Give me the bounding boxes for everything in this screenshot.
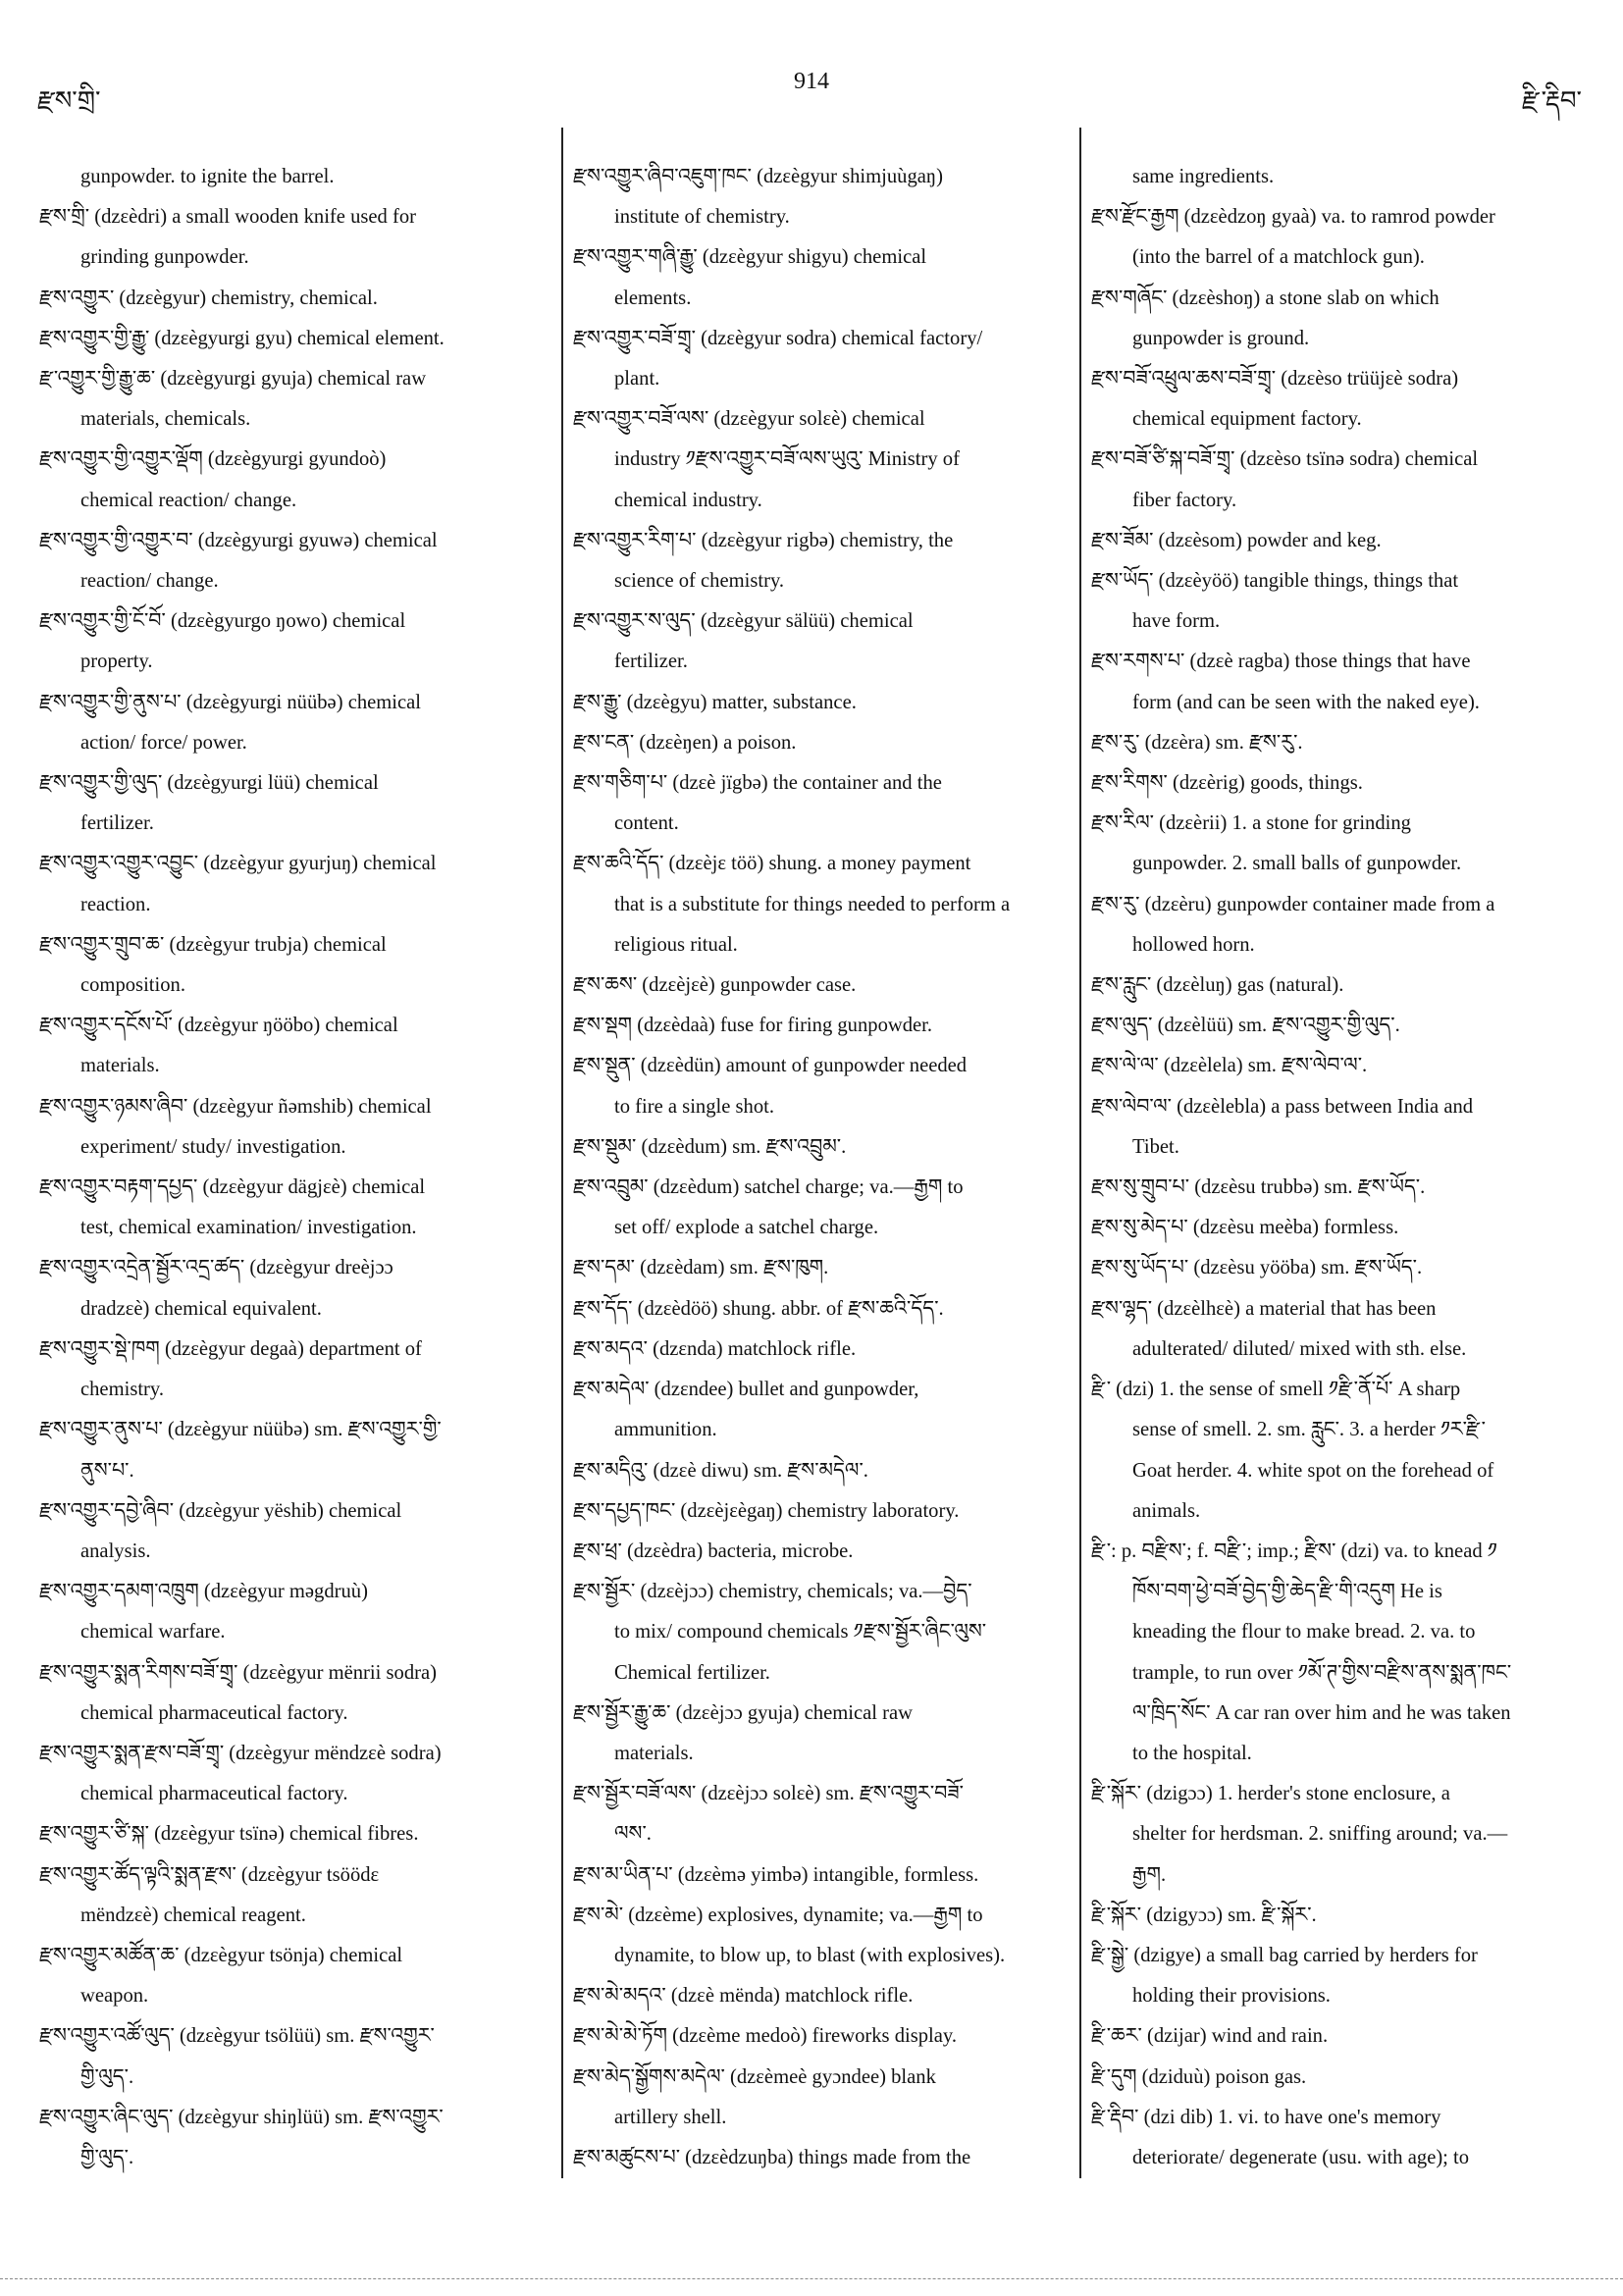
entry-headword-line: རྫས་འགྱུར་བརྟག་དཔྱད་ (dzεègyur dägjεè) chemical <box>39 1176 426 1199</box>
entry-headword-line: རྫས་འགྱུར་གྲུབ་ཆ་ (dzεègyur trubja) chemical <box>39 933 387 956</box>
entry-headword-line: རྫས་མ་ཡིན་པ་ (dzεèmə yimbə) intangible, formless. <box>573 1863 979 1886</box>
entry-continuation-line: elements. <box>614 287 692 309</box>
entry-continuation-line: content. <box>614 812 679 835</box>
entry-headword-line: རྫས་རིལ་ (dzεèrii) 1. a stone for grinding <box>1091 812 1411 835</box>
entry-headword-line: རྫས་ཆའི་དོད་ (dzεèjε töö) shung. a money payment <box>573 853 971 875</box>
entry-continuation-line: deteriorate/ degenerate (usu. with age); to <box>1132 2146 1470 2168</box>
column-right <box>1091 157 1592 2178</box>
entry-headword-line: རྫས་རུ་ (dzεèru) gunpowder container made from a <box>1091 893 1495 915</box>
entry-headword-line: རྫས་ལྷད་ (dzεèlhεè) a material that has been <box>1091 1297 1437 1320</box>
entry-headword-line: རྫས་མཚུངས་པ་ (dzεèdzuŋba) things made from the <box>573 2146 971 2168</box>
page-number: 914 <box>794 69 829 94</box>
entry-continuation-line: dradzεè) chemical equivalent. <box>80 1297 322 1320</box>
entry-continuation-line: test, chemical examination/ investigation. <box>80 1217 417 1239</box>
entry-continuation-line: གྱི་ལུད་. <box>80 2146 134 2168</box>
entry-continuation-line: dynamite, to blow up, to blast (with explosives). <box>614 1944 1006 1966</box>
entry-continuation-line: reaction. <box>80 893 151 915</box>
entry-headword-line: རྫ་འགྱུར་གྱི་རྒྱུ་ཆ་ (dzεègyurgi gyuja) chemical raw <box>39 368 427 391</box>
entry-headword-line: རྫས་འགྱུར་གྱི་ལུད་ (dzεègyurgi lüü) chemical <box>39 772 379 795</box>
entry-headword-line: རྫས་ཟོམ་ (dzεèsom) powder and keg. <box>1091 529 1382 551</box>
entry-headword-line: རྫས་འགྱུར་གྱི་འགྱུར་ལྡོག (dzεègyurgi gyundoò) <box>39 448 387 471</box>
entry-continuation-line: ནུས་པ་. <box>80 1459 134 1482</box>
entry-continuation-line: ཁོས་བག་ཕྱེ་བཟོ་བྱེད་གྱི་ཆེད་རྫི་གི་འདུག He is <box>1132 1581 1442 1603</box>
entry-headword-line: རྫས་འགྱུར་ (dzεègyur) chemistry, chemical. <box>39 287 378 309</box>
entry-continuation-line: gunpowder is ground. <box>1132 327 1310 349</box>
entry-headword-line: རྫས་ལེ་ལ་ (dzεèlela) sm. རྫས་ལེབ་ལ་. <box>1091 1055 1368 1077</box>
entry-continuation-line: chemical warfare. <box>80 1621 226 1644</box>
entry-continuation-line: have form. <box>1132 610 1221 633</box>
entry-headword-line: རྫས་འགྱུར་བཟོ་ལས་ (dzεègyur solεè) chemical <box>573 408 925 431</box>
entry-headword-line: རྫས་འབྲུམ་ (dzεèdum) satchel charge; va.—རྒྱག to <box>573 1176 964 1199</box>
entry-continuation-line: Chemical fertilizer. <box>614 1661 770 1684</box>
entry-headword-line: རྫི་སྐོར་ (dzigɔɔ) 1. herder's stone enclosure, a <box>1091 1783 1450 1805</box>
entry-headword-line: རྫས་འགྱུར་གཞི་རྒྱུ་ (dzεègyur shigyu) chemical <box>573 246 927 269</box>
entry-headword-line: རྫས་ཆས་ (dzεèjεè) gunpowder case. <box>573 974 857 997</box>
entry-headword-line: རྫས་རུ་ (dzεèra) sm. རྫས་རུ་. <box>1091 731 1303 754</box>
entry-headword-line: རྫས་མདའ་ (dzεnda) matchlock rifle. <box>573 1337 857 1360</box>
entry-headword-line: རྫས་འགྱུར་རིག་པ་ (dzεègyur rigbə) chemistry, the <box>573 529 954 551</box>
entry-headword-line: རྫས་རྒྱུ་ (dzεègyu) matter, substance. <box>573 691 857 713</box>
entry-continuation-line: industry ༡རྫས་འགྱུར་བཟོ་ལས་ཡུའུ་ Ministry of <box>614 448 960 471</box>
entry-headword-line: རྫས་འགྱུར་སྨན་རིགས་བཟོ་གྲྭ་ (dzεègyur mënrii sodra) <box>39 1661 437 1684</box>
entry-headword-line: རྫས་གཅིག་པ་ (dzεè jïgbə) the container and the <box>573 772 942 795</box>
entry-continuation-line: set off/ explode a satchel charge. <box>614 1217 879 1239</box>
entry-continuation-line: Tibet. <box>1132 1135 1179 1158</box>
entry-headword-line: རྫི་ (dzi) 1. the sense of smell ༡རྫི་ནོ་པོ་ A sharp <box>1091 1379 1461 1401</box>
entry-headword-line: རྫས་འགྱུར་ཞིབ་འཇུག་ཁང་ (dzεègyur shimjuùgaŋ) <box>573 166 943 187</box>
entry-headword-line: རྫས་འགྱུར་དམག་འཁྲུག (dzεègyur məgdruù) <box>39 1581 368 1603</box>
entry-continuation-line: fiber factory. <box>1132 489 1237 511</box>
entry-continuation-line: kneading the flour to make bread. 2. va. to <box>1132 1621 1476 1644</box>
entry-headword-line: རྫས་ངན་ (dzεèŋen) a poison. <box>573 731 797 754</box>
entry-continuation-line: materials, chemicals. <box>80 408 251 431</box>
entry-continuation-line: Goat herder. 4. white spot on the forehead of <box>1132 1459 1494 1482</box>
entry-continuation-line: (into the barrel of a matchlock gun). <box>1132 246 1425 269</box>
entry-continuation-line: form (and can be seen with the naked eye). <box>1132 691 1480 713</box>
entry-headword-line: རྫས་འགྱུར་བཟོ་གྲྭ་ (dzεègyur sodra) chemical factory/ <box>573 327 983 349</box>
entry-continuation-line: institute of chemistry. <box>614 206 790 229</box>
entry-headword-line: རྫས་འགྱུར་གྱི་འགྱུར་བ་ (dzεègyurgi gyuwə) chemical <box>39 529 438 551</box>
entry-headword-line: རྫས་ཕྲ་ (dzεèdra) bacteria, microbe. <box>573 1539 854 1562</box>
entry-continuation-line: adulterated/ diluted/ mixed with sth. else. <box>1132 1337 1467 1360</box>
entry-headword-line: རྫས་འགྱུར་སྡེ་ཁག (dzεègyur degaà) department of <box>39 1337 422 1360</box>
entry-headword-line: རྫས་འགྱུར་ཚོད་ལྟའི་སྨན་རྫས་ (dzεègyur tsöödε <box>39 1863 380 1886</box>
entry-continuation-line: science of chemistry. <box>614 570 785 593</box>
entry-headword-line: རྫས་རགས་པ་ (dzεè ragba) those things that have <box>1091 651 1471 673</box>
entry-headword-line: རྫས་མདེལ་ (dzεndee) bullet and gunpowder, <box>573 1379 919 1401</box>
entry-continuation-line: to mix/ compound chemicals ༡རྫས་སྦྱོར་ཞིང་ལུས་ <box>614 1621 987 1644</box>
column-left <box>39 157 550 2178</box>
entry-headword-line: རྫི་སྐོར་ (dzigyɔɔ) sm. རྫི་སྐོར་. <box>1091 1904 1317 1926</box>
entry-headword-line: རྫི་སྒྱེ་ (dzigye) a small bag carried by herders for <box>1091 1944 1478 1966</box>
entry-continuation-line: materials. <box>614 1742 694 1764</box>
entry-continuation-line: plant. <box>614 368 660 391</box>
entry-continuation-line: that is a substitute for things needed to perform a <box>614 893 1011 915</box>
entry-continuation-line: composition. <box>80 974 185 997</box>
entry-headword-line: རྫས་སྦྱོར་ (dzεèjɔɔ) chemistry, chemicals; va.—བྱེད་ <box>573 1581 972 1603</box>
entry-headword-line: རྫས་རིགས་ (dzεèrig) goods, things. <box>1091 772 1363 795</box>
entry-headword-line: རྫས་མེ་མེ་ཏོག (dzεème medoò) fireworks display. <box>573 2025 957 2048</box>
entry-headword-line: རྫས་འགྱུར་དངོས་པོ་ (dzεègyur ŋööbo) chemical <box>39 1015 398 1037</box>
entry-headword-line: རྫས་གཞོང་ (dzεèshoŋ) a stone slab on which <box>1091 287 1440 309</box>
entry-continuation-line: chemical pharmaceutical factory. <box>80 1783 348 1805</box>
entry-headword-line: རྫས་སྦྱོར་བཟོ་ལས་ (dzεèjɔɔ solεè) sm. རྫས་འགྱུར་བཟོ་ <box>573 1783 965 1805</box>
entry-continuation-line: animals. <box>1132 1499 1201 1522</box>
entry-headword-line: རྫས་མདིའུ་ (dzεè diwu) sm. རྫས་མདེལ་. <box>573 1459 868 1482</box>
entry-continuation-line: chemical reaction/ change. <box>80 489 297 511</box>
entry-headword-line: རྫས་རྫོང་རྒྱག (dzεèdzoŋ gyaà) va. to ramrod powder <box>1091 206 1495 229</box>
entry-headword-line: རྫས་སུ་གྲུབ་པ་ (dzεèsu trubbə) sm. རྫས་ཡོད་. <box>1091 1176 1426 1199</box>
entry-headword-line: རྫས་བཟོ་འཕྲུལ་ཆས་བཟོ་གྲྭ་ (dzεèso trüüjεè sodra) <box>1091 368 1459 391</box>
entry-headword-line: རྫས་འགྱུར་སྨན་རྫས་བཟོ་གྲྭ་ (dzεègyur mëndzεè sodra) <box>39 1742 442 1764</box>
entry-headword-line: རྫས་སྦྱོར་རྒྱུ་ཆ་ (dzεèjɔɔ gyuja) chemical raw <box>573 1701 913 1724</box>
entry-headword-line: རྫས་འགྱུར་ཉམས་ཞིབ་ (dzεègyur ñəmshib) chemical <box>39 1095 432 1118</box>
entry-continuation-line: religious ritual. <box>614 933 738 956</box>
entry-continuation-line: ammunition. <box>614 1419 717 1441</box>
entry-continuation-line: fertilizer. <box>614 651 688 673</box>
entry-headword-line: རྫས་སྡུམ་ (dzεèdum) sm. རྫས་འབྲུམ་. <box>573 1135 847 1158</box>
entry-continuation-line: chemistry. <box>80 1379 165 1401</box>
entry-continuation-line: trample, to run over ༡མོ་ཊ་གྱིས་བརྫིས་ནས་སྨན་ཁང་ <box>1132 1661 1512 1684</box>
entry-continuation-line: ལ་ཁྲིད་སོང་ A car ran over him and he was taken <box>1132 1701 1511 1724</box>
entry-headword-line: རྫས་ལུད་ (dzεèlüü) sm. རྫས་འགྱུར་གྱི་ལུད་. <box>1091 1015 1400 1037</box>
entry-headword-line: རྫས་མེད་སྒྱོགས་མདེལ་ (dzεèmeè gyɔndee) blank <box>573 2065 936 2088</box>
entry-headword-line: རྫས་སུ་མེད་པ་ (dzεèsu meèba) formless. <box>1091 1217 1399 1239</box>
entry-headword-line: རྫས་གྲི་ (dzεèdri) a small wooden knife used for <box>39 206 416 229</box>
entry-continuation-line: property. <box>80 651 153 673</box>
entry-headword-line: རྫས་དོད་ (dzεèdöö) shung. abbr. of རྫས་ཆའི་དོད་. <box>573 1297 944 1320</box>
entry-headword-line: རྫས་དཔྱད་ཁང་ (dzεèjεègaŋ) chemistry laboratory. <box>573 1499 960 1522</box>
entry-continuation-line: hollowed horn. <box>1132 933 1255 956</box>
entry-headword-line: རྫས་སུ་ཡོད་པ་ (dzεèsu yööba) sm. རྫས་ཡོད་. <box>1091 1257 1423 1279</box>
column-middle <box>573 157 1064 2178</box>
entry-continuation-line: to fire a single shot. <box>614 1095 775 1118</box>
entry-headword-line: རྫས་ཡོད་ (dzεèyöö) tangible things, things that <box>1091 570 1459 593</box>
running-head-left: རྫས་གྲི་ <box>37 86 101 115</box>
entry-headword-line: རྫི་: p. བརྫིས་; f. བརྫི་; imp.; རྫིས་ (dzi) va. to knead ༡ <box>1091 1539 1497 1562</box>
entry-headword-line: རྫས་འགྱུར་གྱི་ནུས་པ་ (dzεègyurgi nüübə) chemical <box>39 691 422 713</box>
entry-continuation-line: weapon. <box>80 1985 149 2008</box>
entry-headword-line: རྫས་སྡུན་ (dzεèdün) amount of gunpowder needed <box>573 1055 968 1077</box>
entry-continuation-line: experiment/ study/ investigation. <box>80 1135 346 1158</box>
entry-headword-line: རྫས་འགྱུར་ཞིང་ལུད་ (dzεègyur shiŋlüü) sm. རྫས་འགྱུར་ <box>39 2106 444 2128</box>
entry-headword-line: རྫས་སྡག (dzεèdaà) fuse for firing gunpowder. <box>573 1015 933 1037</box>
entry-continuation-line: reaction/ change. <box>80 570 219 593</box>
entry-continuation-line: holding their provisions. <box>1132 1985 1331 2008</box>
entry-headword-line: རྫས་འགྱུར་ནུས་པ་ (dzεègyur nüübə) sm. རྫས་འགྱུར་གྱི་ <box>39 1419 442 1441</box>
entry-continuation-line: chemical industry. <box>614 489 762 511</box>
entry-continuation-line: mëndzεè) chemical reagent. <box>80 1904 306 1926</box>
entry-headword-line: རྫས་འགྱུར་དབྱེ་ཞིབ་ (dzεègyur yëshib) chemical <box>39 1499 402 1522</box>
entry-headword-line: རྫས་རླུང་ (dzεèluŋ) gas (natural). <box>1091 974 1344 997</box>
entry-continuation-line: to the hospital. <box>1132 1742 1252 1764</box>
entry-headword-line: རྫས་འགྱུར་གྱི་རྒྱུ་ (dzεègyurgi gyu) chemical element. <box>39 327 445 349</box>
entry-continuation-line: materials. <box>80 1055 160 1077</box>
entry-headword-line: རྫས་མེ་མདའ་ (dzεè mënda) matchlock rifle. <box>573 1985 914 2008</box>
entry-continuation-line: artillery shell. <box>614 2106 727 2128</box>
entry-headword-line: རྫས་འགྱུར་མཚོན་ཆ་ (dzεègyur tsönja) chemical <box>39 1944 403 1966</box>
entry-continuation-line: action/ force/ power. <box>80 731 247 754</box>
entry-continuation-line: sense of smell. 2. sm. རླུང་. 3. a herder ༡ར་རྫི་ <box>1132 1419 1486 1441</box>
column-divider <box>1079 128 1081 2178</box>
entry-headword-line: རྫས་འགྱུར་འཚོ་ལུད་ (dzεègyur tsölüü) sm. རྫས་འགྱུར་ <box>39 2025 435 2048</box>
entry-headword-line: རྫས་མེ་ (dzεème) explosives, dynamite; va.—རྒྱག to <box>573 1904 983 1926</box>
entry-continuation-line: shelter for herdsman. 2. sniffing around; va.— <box>1132 1823 1508 1846</box>
entry-headword-line: རྫས་ལེབ་ལ་ (dzεèlebla) a pass between India and <box>1091 1095 1474 1118</box>
entry-continuation-line: chemical pharmaceutical factory. <box>80 1701 348 1724</box>
entry-continuation-line: ལས་. <box>614 1823 652 1846</box>
entry-headword-line: རྫས་འགྱུར་འགྱུར་འབྱུང་ (dzεègyur gyurjuŋ) chemical <box>39 853 437 875</box>
entry-continuation-line: fertilizer. <box>80 812 154 835</box>
entry-headword-line: རྫི་རྡིབ་ (dzi dib) 1. vi. to have one's memory <box>1091 2106 1441 2128</box>
entry-continuation-line: gunpowder. 2. small balls of gunpowder. <box>1132 853 1462 875</box>
running-head-right: རྫི་རྡིབ་ <box>1521 86 1582 115</box>
entry-headword-line: རྫི་ཆར་ (dzijar) wind and rain. <box>1091 2025 1329 2048</box>
entry-headword-line: རྫས་འགྱུར་འདྲེན་སྦྱོར་འདྲ་ཚད་ (dzεègyur dreèjɔɔ <box>39 1257 393 1279</box>
page-bottom-rule <box>0 2278 1623 2280</box>
column-divider <box>561 128 563 2178</box>
entry-continuation-line: གྱི་ལུད་. <box>80 2065 134 2088</box>
entry-continuation-line: རྒྱག. <box>1132 1863 1167 1886</box>
entry-headword-line: རྫས་བཟོ་ཙི་སྐ་བཟོ་གྲྭ་ (dzεèso tsïnə sodra) chemical <box>1091 448 1479 471</box>
entry-continuation-line: same ingredients. <box>1132 166 1275 187</box>
entry-continuation-line: grinding gunpowder. <box>80 246 249 269</box>
entry-headword-line: རྫས་འགྱུར་གྱི་ངོ་བོ་ (dzεègyurgo ŋowo) chemical <box>39 610 406 633</box>
entry-continuation-line: chemical equipment factory. <box>1132 408 1362 431</box>
entry-continuation-line: gunpowder. to ignite the barrel. <box>80 166 335 187</box>
entry-headword-line: རྫས་འགྱུར་ཙི་སྐ་ (dzεègyur tsïnə) chemical fibres. <box>39 1823 419 1846</box>
entry-headword-line: རྫས་འགྱུར་ས་ལུད་ (dzεègyur sälüü) chemical <box>573 610 914 633</box>
entry-continuation-line: analysis. <box>80 1539 151 1562</box>
entry-headword-line: རྫས་དམ་ (dzεèdam) sm. རྫས་ཁུག. <box>573 1257 829 1279</box>
entry-headword-line: རྫི་དུག (dziduù) poison gas. <box>1091 2065 1307 2088</box>
